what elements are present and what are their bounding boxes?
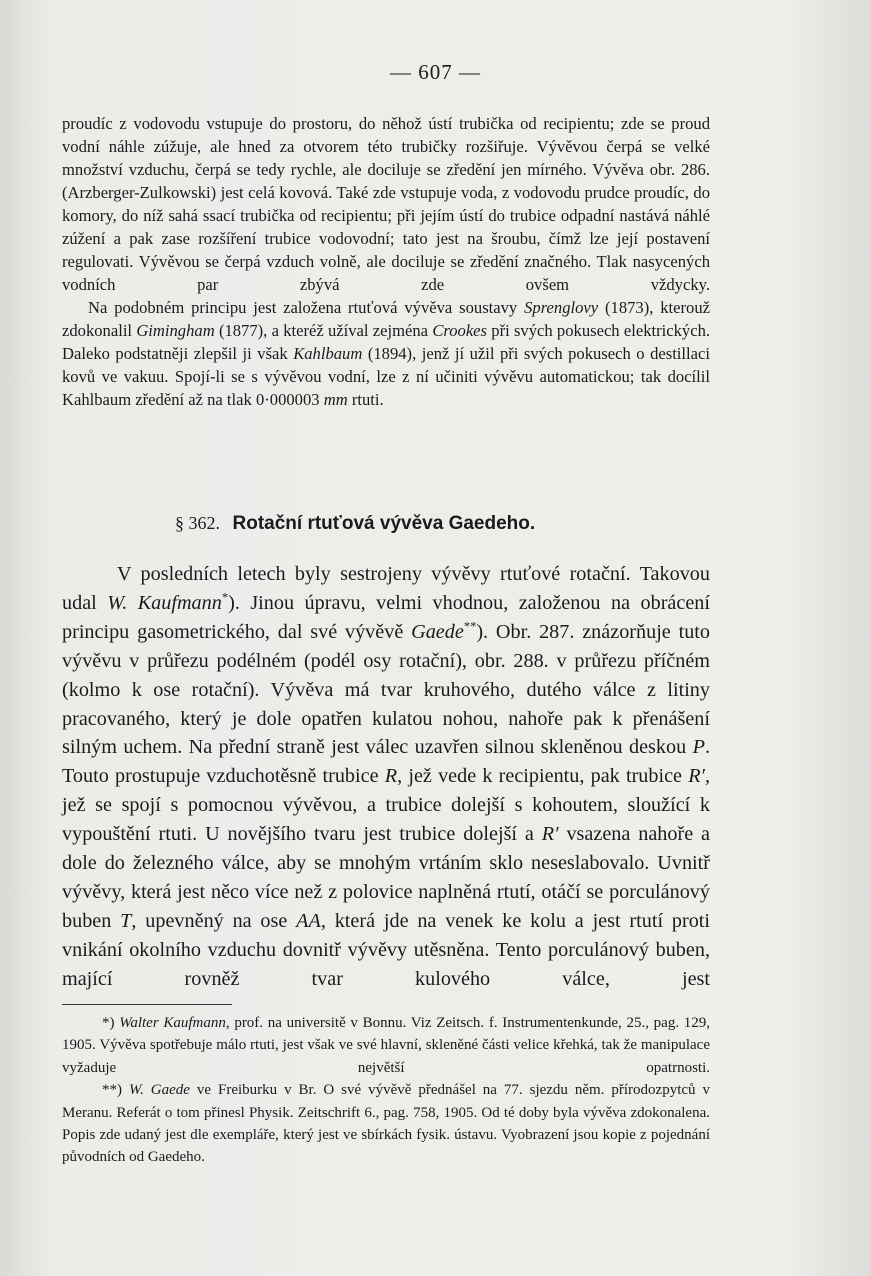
label-R-prime: R′	[541, 823, 559, 846]
name-gimingham: Gimingham	[136, 321, 215, 340]
footnote-mark: *)	[102, 1015, 115, 1031]
name-sprengel: Sprenglovy	[524, 298, 599, 317]
text-run: . Touto prostupuje vzduchotěsně trubice	[62, 736, 710, 788]
text-run: (1894), jenž jí užil při svých pokusech o destillaci kovů ve vakuu. Spojí-li se s vývěvou vodní, lze z ní učiniti vývěvu automatickou; tak docílil Kahlbaum zředění až na tlak 0·000003	[62, 344, 710, 409]
footnote-2	[62, 1079, 710, 1169]
text-run: , jež vede k recipientu, pak trubice	[397, 765, 683, 788]
text-run: ). Obr. 287. znázorňuje tuto vývěvu v průřezu podélném (podél osy rotační), obr. 288. v průřezu příčném (kolmo k ose rotační). Vývěva má tvar kruhového, dutého válce z litiny pracovaného, který je dole opatřen kulatou nohou, nahoře pak k přenášení silným uchem. Na přední straně jest válec uzavřen silnou skleněnou deskou	[62, 620, 710, 759]
body-text-gaede	[62, 560, 710, 994]
footnotes	[62, 1012, 710, 1169]
section-number: § 362.	[175, 513, 220, 533]
text-run: ). Jinou úpravu, velmi vhodnou, založenou na obrácení principu gasometrického, dal své vývěvě	[62, 591, 710, 643]
name-kahlbaum: Kahlbaum	[293, 344, 363, 363]
section-heading	[175, 513, 535, 535]
text-run: (1877), a kteréž užíval zejména	[218, 321, 429, 340]
label-T: T	[120, 909, 132, 932]
footnote-mark: **)	[102, 1082, 122, 1099]
paragraph-rotary-pump	[62, 560, 710, 994]
footnote-ref-2: **	[463, 619, 477, 634]
text-run: při svých pokusech elektrických. Daleko podstatněji zlepšil ji však	[62, 321, 711, 363]
text-run: Na podobném principu jest založena rtuťová vývěva soustavy	[88, 298, 518, 317]
footnote-ref-1: *	[221, 590, 229, 605]
text-run: rtuti.	[351, 390, 384, 409]
footnote-name: W. Gaede	[128, 1082, 190, 1099]
text-run: , která jde na venek ke kolu a jest rtutí proti vnikání okolního vzduchu dovnitř vývěvy utěsněna. Tento porculánový buben, mající rovněž tvar kulového válce, jest	[62, 909, 711, 990]
page-number: — 607 —	[390, 60, 481, 84]
name-kaufmann: W. Kaufmann	[107, 591, 222, 614]
footnote-text: ve Freiburku v Br. O své vývěvě přednášel na 77. sjezdu něm. přírodozpytců v Meranu. Referát o tom přinesl Physik. Zeitschrift 6., pag. 758, 1905. Od té doby byla vývěva zdokonalena. Popis zde udaný jest dle exempláře, který jest ve sbírkách fysik. ústavu. Vyobrazení jsou kopie z pojednání původních od Gaedeho.	[62, 1082, 710, 1166]
footnote-divider	[62, 1004, 232, 1005]
body-text-top	[62, 112, 710, 411]
footnote-text: prof. na universitě v Bonnu. Viz Zeitsch. f. Instrumentenkunde, 25., pag. 129, 1905. Vývěva spotřebuje málo rtuti, jest však ve své hlavní, skleněné části velice křehká, tak že manipulace vyžaduje největší opatrnosti.	[62, 1015, 711, 1076]
label-R-prime: R′	[688, 765, 705, 788]
text-run: , upevněný na ose	[131, 909, 288, 932]
text-run: (1873), kterouž zdokonalil	[62, 298, 710, 340]
section-title: Rotační rtuťová vývěva Gaedeho.	[232, 513, 536, 534]
label-P: P	[692, 736, 705, 759]
name-gaede: Gaede	[411, 620, 464, 643]
paragraph-mercury-pump	[62, 296, 710, 411]
label-R: R	[384, 765, 398, 788]
footnote-name: Walter Kaufmann,	[119, 1015, 230, 1031]
footnote-1	[62, 1012, 710, 1079]
name-crookes: Crookes	[432, 321, 488, 340]
paragraph-water-pump: proudíc z vodovodu vstupuje do prostoru, do něhož ústí trubička od recipientu; zde se proud vodní náhle zúžuje, ale hned za otvorem této trubičky rozšiřuje. Vývěvou čerpá se velké množství vzduchu, čerpá se tedy rychle, ale dociluje se zředění jen mírného. Vývěva obr. 286. (Arzberger-Zulkowski) jest celá kovová. Také zde vstupuje voda, z vodovodu prudce proudíc, do komory, do níž sahá ssací trubička od recipientu; při jejím ústí do trubice odpadní nastává náhlé zúžení a pak zase rozšíření trubice vodovodní; tato jest na šroubu, čímž lze její postavení regulovati. Vývěvou se čerpá vzduch volně, ale dociluje se zředění značného. Tlak nasycených vodních par zbývá zde ovšem vždycky.	[62, 114, 710, 294]
label-AA: AA	[296, 909, 321, 932]
unit-mm: mm	[323, 390, 348, 409]
text-run: V posledních letech byly sestrojeny vývěvy rtuťové rotační. Takovou udal	[62, 563, 710, 614]
text-run: , jež se spojí s pomocnou vývěvou, a trubice dolejší s kohoutem, sloužící k vypouštění rtuti. U novějšího tvaru jest trubice dolejší a	[62, 765, 711, 846]
text-run: vsazena nahoře a dole do železného válce, aby se mnohým vrtáním sklo neseslabovalo. Uvnitř vývěvy, která jest něco více než z polovice naplněná rtutí, otáčí se porculánový buben	[62, 823, 711, 932]
